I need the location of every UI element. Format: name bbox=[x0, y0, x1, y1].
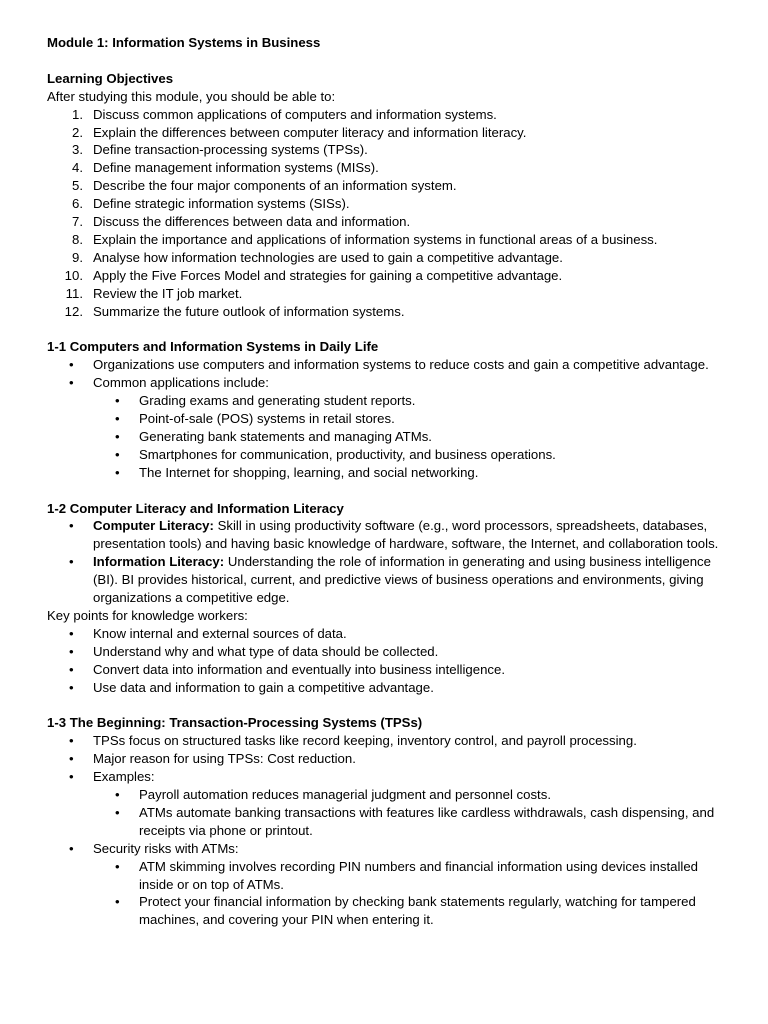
list-item-text: ATM skimming involves recording PIN numbers and financial information using devices installed inside or on top of ATMs. bbox=[139, 858, 699, 892]
objective-text: Discuss common applications of computers and information systems. bbox=[93, 106, 497, 122]
list-item-text: Understand why and what type of data should be collected. bbox=[93, 643, 439, 659]
list-item-text: The Internet for shopping, learning, and social networking. bbox=[139, 464, 479, 480]
list-item-text: Examples: bbox=[93, 769, 155, 785]
list-item bbox=[47, 840, 728, 930]
list-item-text: Common applications include: bbox=[93, 375, 269, 391]
objectives-list bbox=[47, 106, 728, 321]
objective-number: 1. bbox=[72, 106, 83, 122]
list-item-text: Smartphones for communication, productivity, and business operations. bbox=[139, 446, 556, 462]
list-item bbox=[47, 643, 728, 661]
objective-item bbox=[47, 141, 728, 159]
objective-item bbox=[47, 195, 728, 213]
bullet-icon: • bbox=[69, 733, 74, 749]
bullet-icon: • bbox=[69, 769, 74, 785]
key-points-list bbox=[47, 625, 728, 697]
list-item-text: Major reason for using TPSs: Cost reduction. bbox=[93, 751, 356, 767]
objective-text: Explain the differences between computer literacy and information literacy. bbox=[93, 124, 527, 140]
bullet-icon: • bbox=[115, 804, 120, 820]
computer-literacy-label: Computer Literacy: bbox=[93, 518, 214, 534]
bullet-icon: • bbox=[69, 518, 74, 534]
bullet-icon: • bbox=[69, 661, 74, 677]
objective-text: Define management information systems (MISs). bbox=[93, 160, 379, 176]
section-1-1-list bbox=[47, 356, 728, 481]
bullet-icon: • bbox=[69, 625, 74, 641]
objective-number: 4. bbox=[72, 160, 83, 176]
list-item-text: Security risks with ATMs: bbox=[93, 840, 239, 856]
bullet-icon: • bbox=[115, 446, 120, 462]
list-item bbox=[93, 858, 728, 894]
objective-number: 9. bbox=[72, 249, 83, 265]
list-item-text: Know internal and external sources of data. bbox=[93, 625, 347, 641]
list-item bbox=[47, 625, 728, 643]
list-item-text: Generating bank statements and managing ATMs. bbox=[139, 428, 432, 444]
list-item-text: Organizations use computers and information systems to reduce costs and gain a competitive advantage. bbox=[93, 357, 709, 373]
bullet-icon: • bbox=[115, 464, 120, 480]
objective-text: Analyse how information technologies are used to gain a competitive advantage. bbox=[93, 249, 563, 265]
examples-list bbox=[93, 786, 728, 840]
list-item bbox=[47, 553, 728, 607]
bullet-icon: • bbox=[115, 428, 120, 444]
list-item-text: TPSs focus on structured tasks like record keeping, inventory control, and payroll processing. bbox=[93, 733, 637, 749]
list-item-text: Protect your financial information by checking bank statements regularly, watching for tampered machines, and covering your PIN when entering it. bbox=[139, 894, 696, 928]
list-item-text: Grading exams and generating student reports. bbox=[139, 393, 416, 409]
list-item-text: Point-of-sale (POS) systems in retail stores. bbox=[139, 411, 395, 426]
objective-item bbox=[47, 231, 728, 249]
list-item-text: Use data and information to gain a competitive advantage. bbox=[93, 679, 434, 695]
section-1-1-heading: 1-1 Computers and Information Systems in Daily Life bbox=[47, 339, 379, 355]
list-item bbox=[47, 768, 728, 840]
bullet-icon: • bbox=[115, 858, 120, 874]
objective-number: 2. bbox=[72, 124, 83, 140]
section-1-2-list bbox=[47, 517, 728, 607]
list-item bbox=[93, 392, 728, 410]
objective-number: 8. bbox=[72, 231, 83, 247]
objective-number: 12. bbox=[64, 303, 83, 319]
bullet-icon: • bbox=[69, 643, 74, 659]
objective-item bbox=[47, 177, 728, 195]
list-item bbox=[47, 374, 728, 481]
list-item bbox=[93, 786, 728, 804]
objective-text: Apply the Five Forces Model and strategies for gaining a competitive advantage. bbox=[93, 267, 563, 283]
bullet-icon: • bbox=[115, 393, 120, 409]
bullet-icon: • bbox=[115, 411, 120, 426]
objective-text: Define strategic information systems (SISs). bbox=[93, 196, 350, 212]
objective-number: 7. bbox=[72, 214, 83, 230]
bullet-icon: • bbox=[69, 554, 74, 570]
list-item bbox=[47, 517, 728, 553]
bullet-icon: • bbox=[69, 357, 74, 373]
applications-list bbox=[93, 392, 728, 482]
bullet-icon: • bbox=[115, 787, 120, 802]
list-item-text: Payroll automation reduces managerial judgment and personnel costs. bbox=[139, 787, 551, 802]
objective-number: 3. bbox=[72, 142, 83, 158]
bullet-icon: • bbox=[69, 751, 74, 767]
objective-item bbox=[47, 213, 728, 231]
list-item-text: Convert data into information and eventually into business intelligence. bbox=[93, 661, 505, 677]
objective-item bbox=[47, 106, 728, 124]
list-item bbox=[47, 679, 728, 697]
objective-number: 6. bbox=[72, 196, 83, 212]
objective-text: Describe the four major components of an information system. bbox=[93, 178, 457, 194]
objective-item bbox=[47, 285, 728, 303]
objective-item bbox=[47, 159, 728, 177]
document-title: Module 1: Information Systems in Business bbox=[47, 35, 321, 50]
bullet-icon: • bbox=[69, 375, 74, 391]
objective-number: 10. bbox=[64, 267, 83, 283]
objective-number: 5. bbox=[72, 178, 83, 194]
list-item bbox=[47, 732, 728, 750]
objective-text: Explain the importance and applications of information systems in functional areas of a business. bbox=[93, 231, 658, 247]
list-item-text: ATMs automate banking transactions with features like cardless withdrawals, cash dispensing, and receipts via phone or printout. bbox=[139, 804, 715, 838]
objective-text: Define transaction-processing systems (TPSs). bbox=[93, 142, 368, 158]
objective-text: Summarize the future outlook of information systems. bbox=[93, 303, 405, 319]
objective-item bbox=[47, 249, 728, 267]
objective-text: Review the IT job market. bbox=[93, 285, 243, 301]
information-literacy-text: Understanding the role of information in generating and using business intelligence (BI). BI provides historical, current, and predictive views of business operations and environments, giving organizations a competitive edge. bbox=[93, 554, 711, 606]
bullet-icon: • bbox=[69, 840, 74, 856]
list-item bbox=[93, 410, 728, 428]
objective-item bbox=[47, 267, 728, 285]
bullet-icon: • bbox=[115, 894, 120, 910]
section-1-3-list bbox=[47, 732, 728, 929]
objective-item bbox=[47, 124, 728, 142]
list-item bbox=[47, 661, 728, 679]
section-1-3-heading: 1-3 The Beginning: Transaction-Processing Systems (TPSs) bbox=[47, 715, 423, 731]
list-item bbox=[47, 356, 728, 374]
objective-number: 11. bbox=[65, 285, 83, 301]
list-item bbox=[93, 893, 728, 929]
information-literacy-label: Information Literacy: bbox=[93, 554, 225, 570]
list-item bbox=[47, 750, 728, 768]
objective-text: Discuss the differences between data and information. bbox=[93, 214, 411, 230]
list-item bbox=[93, 464, 728, 482]
computer-literacy-text: Skill in using productivity software (e.g., word processors, spreadsheets, databases, presentation tools) and having basic knowledge of hardware, software, the Internet, and collaboration tools. bbox=[93, 518, 719, 552]
list-item bbox=[93, 804, 728, 840]
security-risks-list bbox=[93, 858, 728, 930]
list-item bbox=[93, 446, 728, 464]
section-1-2-heading: 1-2 Computer Literacy and Information Literacy bbox=[47, 500, 344, 516]
objectives-intro: After studying this module, you should be able to: bbox=[47, 88, 336, 104]
list-item bbox=[93, 428, 728, 446]
bullet-icon: • bbox=[69, 679, 74, 695]
key-points-intro: Key points for knowledge workers: bbox=[47, 607, 248, 623]
objective-item bbox=[47, 303, 728, 321]
objectives-heading: Learning Objectives bbox=[47, 70, 174, 86]
